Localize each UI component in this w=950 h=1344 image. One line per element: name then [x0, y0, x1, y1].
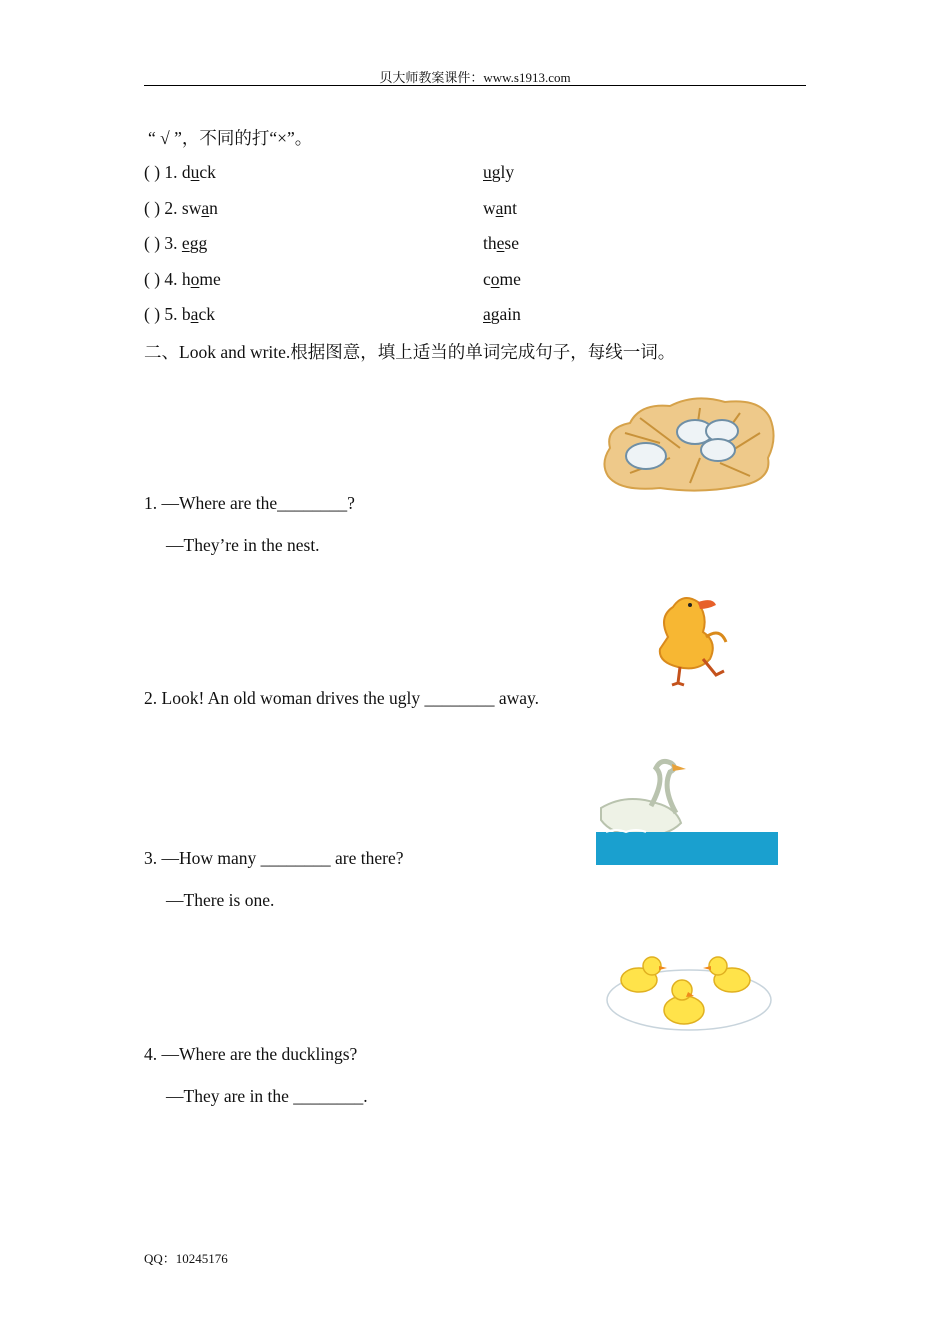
word-post: n [209, 198, 218, 218]
word-pre: w [483, 198, 496, 218]
answer-paren[interactable]: ( ) [144, 304, 161, 324]
question-1-prompt: 1. —Where are the________? [144, 493, 355, 513]
item-3-compare-word [483, 233, 519, 254]
item-number: 2. [164, 198, 178, 218]
word-post: me [199, 269, 221, 289]
word-pre: sw [181, 198, 202, 218]
underlined-letter: u [190, 162, 200, 182]
item-number: 4. [164, 269, 178, 289]
word-pre: th [483, 233, 497, 253]
underlined-letter: a [201, 198, 210, 218]
word-post: se [504, 233, 519, 253]
answer-paren[interactable]: ( ) [144, 198, 161, 218]
word-post: gain [490, 304, 521, 324]
question-3-prompt: 3. —How many ________ are there? [144, 848, 404, 868]
underlined-letter: a [190, 304, 199, 324]
page-footer: QQ：10245176 [144, 1251, 228, 1266]
item-number: 5. [164, 304, 178, 324]
answer-paren[interactable]: ( ) [144, 269, 161, 289]
section1-instruction: “ √ ”，不同的打“×”。 [148, 128, 313, 148]
word-pre: b [181, 304, 191, 324]
word-post: ck [199, 162, 216, 182]
page-header: 贝大师教案课件：www.s1913.com [379, 70, 571, 85]
item-4-word [144, 269, 221, 290]
section2-title: 二、Look and write.根据图意，填上适当的单词完成句子，每线一词。 [144, 342, 676, 362]
question-1-answer: —They’re in the nest. [166, 535, 320, 555]
underlined-letter: o [490, 269, 500, 289]
underlined-letter: u [483, 162, 492, 182]
question-2-prompt: 2. Look! An old woman drives the ugly ________ away. [144, 688, 539, 708]
item-1-compare-word [483, 162, 514, 183]
word-post: me [499, 269, 521, 289]
swan-on-water-image [596, 758, 778, 865]
word-pre: h [181, 269, 191, 289]
nest-with-eggs-image [600, 388, 778, 494]
item-1-word [144, 162, 216, 183]
ugly-duckling-image [648, 587, 730, 687]
underlined-letter: a [495, 198, 504, 218]
word-post: gly [491, 162, 515, 182]
header-divider [144, 85, 806, 86]
word-post: ck [198, 304, 215, 324]
underlined-letter: o [190, 269, 200, 289]
underlined-letter: a [483, 304, 491, 324]
item-5-word [144, 304, 215, 325]
question-3-answer: —There is one. [166, 890, 275, 910]
word-pre: d [181, 162, 191, 182]
word-pre: c [483, 269, 491, 289]
ducklings-in-pond-image [604, 948, 774, 1038]
question-4-prompt: 4. —Where are the ducklings? [144, 1044, 358, 1064]
item-2-compare-word [483, 198, 517, 219]
word-post: nt [503, 198, 518, 218]
item-number: 3. [164, 233, 178, 253]
question-4-answer: —They are in the ________. [166, 1086, 368, 1106]
item-3-word [144, 233, 207, 254]
answer-paren[interactable]: ( ) [144, 162, 161, 182]
item-number: 1. [164, 162, 178, 182]
underlined-letter: e [181, 233, 190, 253]
item-2-word [144, 198, 218, 219]
answer-paren[interactable]: ( ) [144, 233, 161, 253]
item-4-compare-word [483, 269, 521, 290]
word-post: gg [189, 233, 208, 253]
item-5-compare-word [483, 304, 521, 325]
underlined-letter: e [496, 233, 505, 253]
